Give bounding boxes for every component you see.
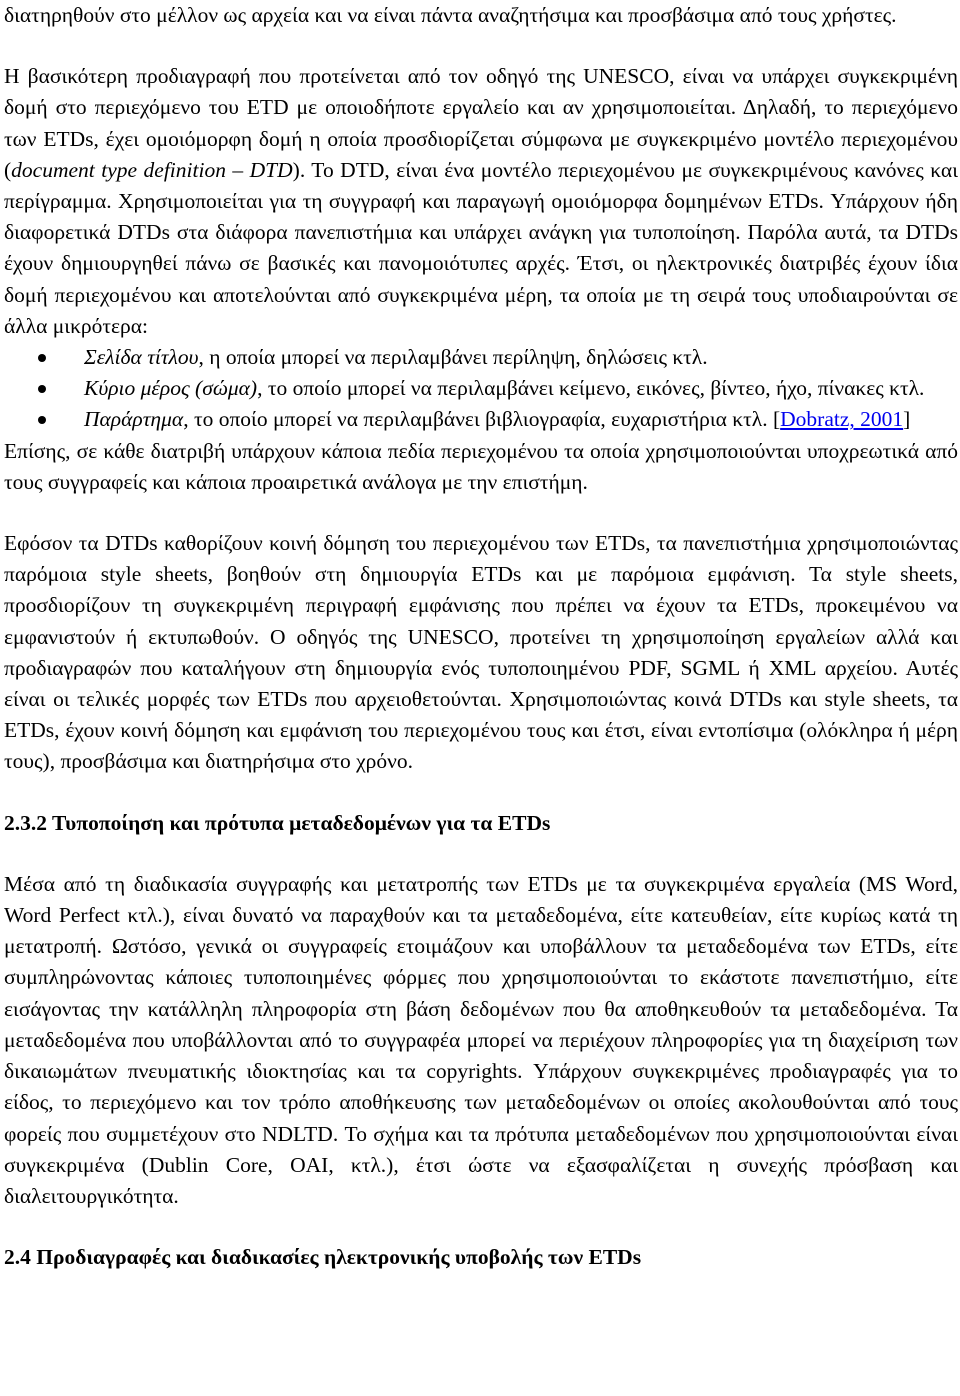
bullet-icon [38, 416, 46, 424]
spacer [4, 498, 958, 528]
list-item-text: , η οποία μπορεί να περιλαμβάνει περίληψη, δηλώσεις κτλ. [198, 345, 708, 370]
paragraph-continuation: διατηρηθούν στο μέλλον ως αρχεία και να είναι πάντα αναζητήσιμα και προσβάσιμα από τους χρήστες. [4, 3, 897, 27]
list-item: Παράρτημα, το οποίο μπορεί να περιλαμβάνει βιβλιογραφία, ευχαριστήρια κτλ. [Dobratz, 2001] [4, 404, 958, 435]
bullet-icon [38, 354, 46, 362]
list-item-term: Σελίδα τίτλου [84, 345, 199, 370]
bullet-icon [38, 385, 46, 393]
structure-list [4, 342, 958, 436]
list-item [4, 342, 958, 373]
section-heading: 2.3.2 Τυποποίηση και πρότυπα μεταδεδομένων για τα ETDs [4, 810, 551, 835]
list-item-text: , το οποίο μπορεί να περιλαμβάνει βιβλιογραφία, ευχαριστήρια κτλ. [183, 407, 773, 432]
list-item [4, 373, 958, 404]
paragraph-fields: Επίσης, σε κάθε διατριβή υπάρχουν κάποια πεδία περιεχομένου τα οποία χρησιμοποιούνται υποχρεωτικά από τους συγγραφείς και κάποια προαιρετικά ανάλογα με την επιστήμη. [4, 438, 958, 494]
paragraph-dtd [4, 61, 958, 342]
spacer [4, 31, 958, 61]
spacer [4, 839, 958, 869]
spacer [4, 778, 958, 808]
paragraph-dtd-part-a: Η βασικότερη προδιαγραφή που προτείνεται από τον οδηγό της UNESCO, είναι να υπάρχει συγκεκριμένη δομή στο περιεχόμενο του ETD με οποιοδήποτε εργαλείο και αν χρησιμοποιείται. Δηλαδή, το περιεχόμενο των ETDs, έχει ομοιόμορφη δομή η οποία προσδιορίζεται σύμφωνα με συγκεκριμένο μοντέλο περιεχομένου ( [4, 64, 958, 182]
spacer [4, 1212, 958, 1242]
list-item-text: , το οποίο μπορεί να περιλαμβάνει κείμενο, εικόνες, βίντεο, ήχο, πίνακες κτλ. [257, 376, 925, 401]
section-heading: 2.4 Προδιαγραφές και διαδικασίες ηλεκτρονικής υποβολής των ETDs [4, 1245, 642, 1270]
paragraph-stylesheets: Εφόσον τα DTDs καθορίζουν κοινή δόμηση του περιεχομένου των ETDs, τα πανεπιστήμια χρησιμοποιώντας παρόμοια style sheets, βοηθούν στη δημιουργία ETDs και με παρόμοια εμφάνιση. Τα style sheets, προσδιορίζουν τη συγκεκριμένη περιγραφή εμφάνισης που πρέπει να έχουν τα ETDs, προκειμένου να εμφανιστούν ή εκτυπωθούν. Ο οδηγός της UNESCO, προτείνει τη χρησιμοποίηση εργαλείων αλλά και προδιαγραφών που καταλήγουν στη δημιουργία ενός τυποποιημένου PDF, SGML ή XML αρχείου. Αυτές είναι οι τελικές μορφές των ETDs που αρχειοθετούνται. Χρησιμοποιώντας κοινά DTDs και style sheets, τα ETDs, έχουν κοινή δόμηση και εμφάνιση του περιεχομένου τους και έτσι, είναι εντοπίσιμα (ολόκληρα ή μέρη τους), προσβάσιμα και διατηρήσιμα στο χρόνο. [4, 531, 958, 774]
paragraph-dtd-emphasis: document type definition – DTD [11, 157, 293, 182]
list-item-term: Κύριο μέρος (σώμα) [84, 376, 258, 401]
list-item-term: Παράρτημα [84, 407, 184, 432]
paragraph-dtd-part-b: ). Το DTD, είναι ένα μοντέλο περιεχομένου με συγκεκριμένους κανόνες και περίγραμμα. Χρησιμοποιείται για τη συγγραφή και παραγωγή ομοιόμορφα δομημένων ETDs. Υπάρχουν ήδη διαφορετικά DTDs στα διάφορα πανεπιστήμια και υπάρχει ανάγκη για τυποποίηση. Παρόλα αυτά, τα DTDs έχουν δημιουργηθεί πάνω σε βασικές και πανομοιότυπες αρχές. Έτσι, οι ηλεκτρονικές διατριβές έχουν ίδια δομή περιεχομένου και αποτελούνται από συγκεκριμένα μέρη, τα οποία με τη σειρά τους υποδιαιρούνται σε άλλα μικρότερα: [4, 157, 958, 338]
citation-link[interactable]: Dobratz, 2001 [780, 407, 904, 432]
paragraph-metadata: Μέσα από τη διαδικασία συγγραφής και μετατροπής των ETDs με τα συγκεκριμένα εργαλεία (MS Word, Word Perfect κτλ.), είναι δυνατό να παραχθούν και τα μεταδεδομένα, είτε κατευθείαν, είτε κυρίως κατά τη μετατροπή. Ωστόσο, γενικά οι συγγραφείς ετοιμάζουν και υποβάλλουν τα μεταδεδομένα των ETDs, είτε συμπληρώνοντας κάποιες τυποποιημένες φόρμες που χρησιμοποιούνται το εκάστοτε πανεπιστήμιο, είτε εισάγοντας την κατάλληλη πληροφορία στη βάση δεδομένων που θα αποθηκευθούν τα μεταδεδομένα. Τα μεταδεδομένα που υποβάλλονται από το συγγραφέα μπορεί να περιέχουν πληροφορίες για τη διαχείριση των δικαιωμάτων πνευματικής ιδιοκτησίας και τα copyrights. Υπάρχουν συγκεκριμένες προδιαγραφές για το είδος, το περιεχόμενο και τον τρόπο αποθήκευσης των μεταδεδομένων οι οποίες ακολουθούνται από τους φορείς που συμμετέχουν στο NDLTD. Το σχήμα και τα πρότυπα μεταδεδομένων που χρησιμοποιούνται είναι συγκεκριμένα (Dublin Core, OAI, κτλ.), έτσι ώστε να εξασφαλίζεται η συνεχής πρόσβαση και διαλειτουργικότητα. [4, 871, 958, 1208]
